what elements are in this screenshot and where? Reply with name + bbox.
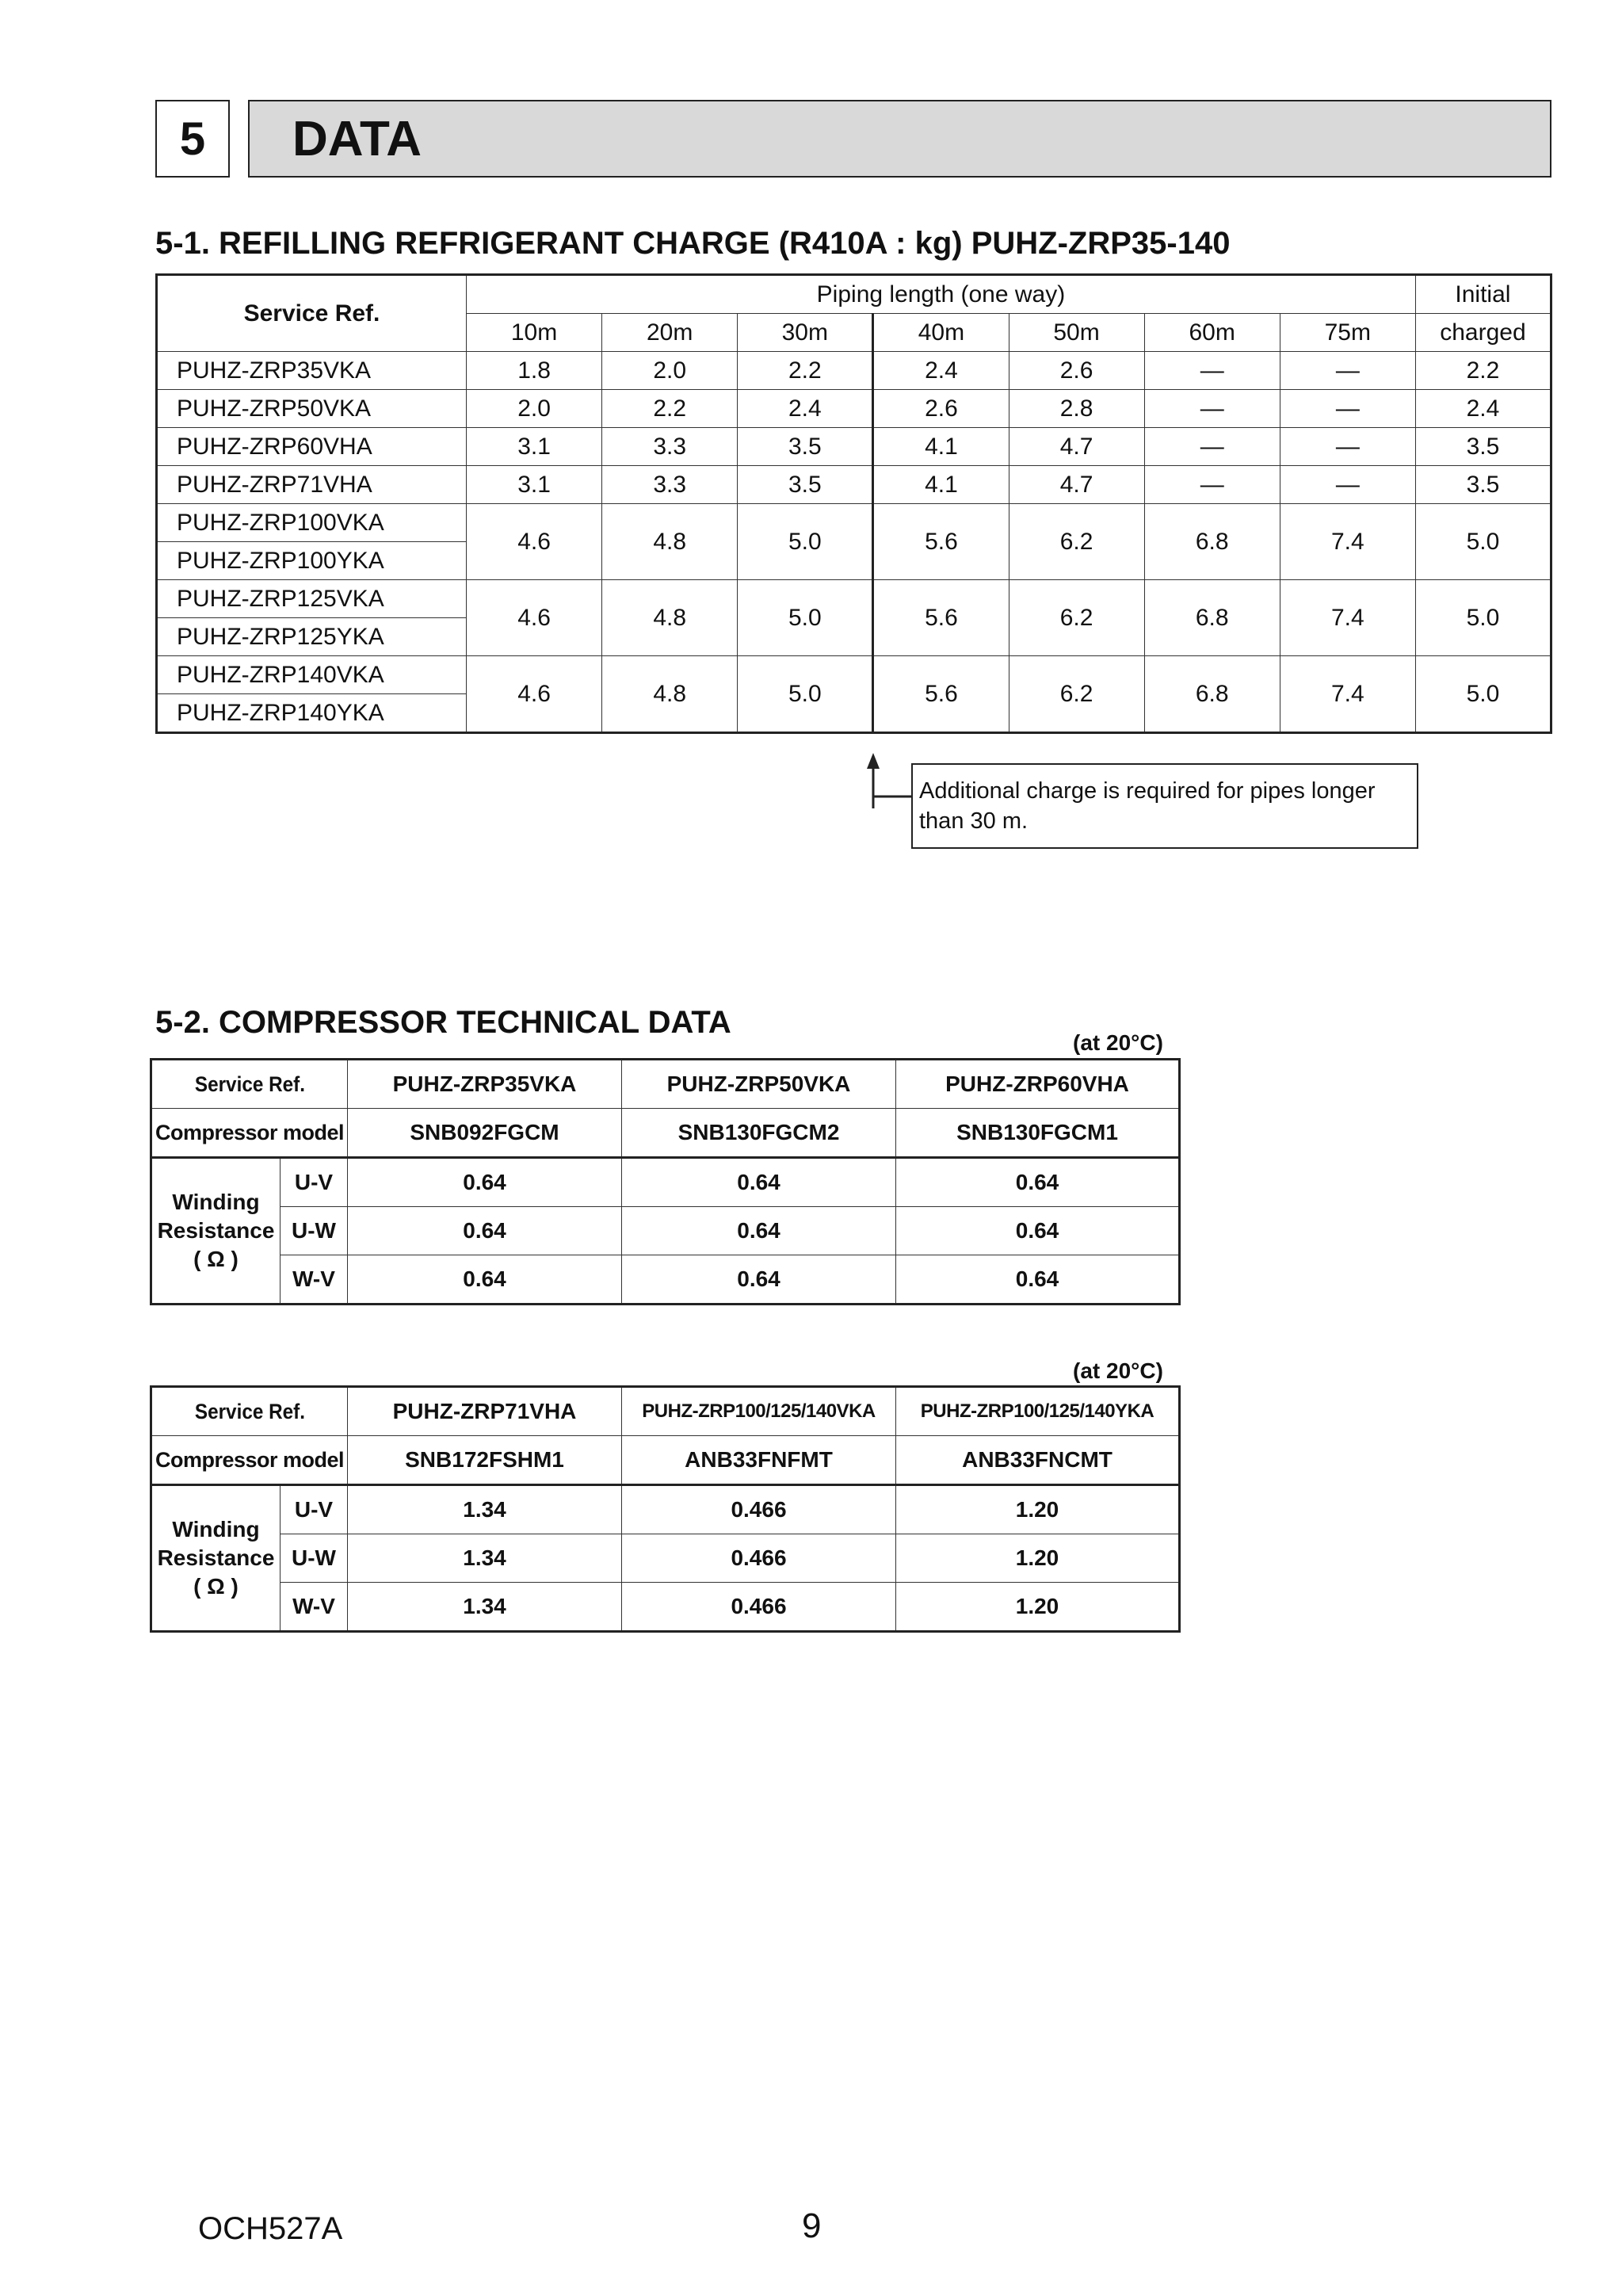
resistance-value-cell: 0.64: [622, 1158, 896, 1207]
charge-value-cell: 4.6: [467, 504, 602, 580]
compressor-model-label: Compressor model: [151, 1436, 348, 1485]
section2-title: 5-2. COMPRESSOR TECHNICAL DATA: [155, 1005, 731, 1040]
initial-header: Initial: [1415, 275, 1551, 314]
charge-value-cell: 6.8: [1144, 580, 1280, 656]
resistance-value-cell: 0.64: [348, 1255, 622, 1305]
service-ref-label: Service Ref.: [161, 1060, 338, 1109]
resistance-value-cell: 1.20: [896, 1485, 1180, 1534]
charge-value-cell: 5.0: [1415, 656, 1551, 733]
phase-label: U-W: [281, 1534, 348, 1583]
model-cell: PUHZ-ZRP71VHA: [348, 1387, 622, 1436]
compressor-model-cell: ANB33FNFMT: [622, 1436, 896, 1485]
charge-value-cell: 2.0: [467, 390, 602, 428]
document-code: OCH527A: [198, 2211, 343, 2246]
charge-value-cell: 3.3: [602, 466, 738, 504]
charge-value-cell: 4.8: [602, 656, 738, 733]
chapter-number: 5: [155, 100, 230, 178]
charge-value-cell: —: [1280, 390, 1415, 428]
charge-value-cell: 2.6: [1009, 352, 1144, 390]
winding-label-line: Resistance: [157, 1218, 275, 1243]
compressor-model-cell: SNB172FSHM1: [348, 1436, 622, 1485]
length-header: 75m: [1280, 314, 1415, 352]
charge-value-cell: 7.4: [1280, 504, 1415, 580]
charge-value-cell: 6.8: [1144, 504, 1280, 580]
charge-row: [157, 504, 1551, 542]
compressor-model-row: [151, 1109, 1180, 1158]
winding-label-line: ( Ω ): [193, 1574, 239, 1599]
charge-value-cell: 2.6: [873, 390, 1009, 428]
winding-row: [151, 1583, 1180, 1632]
section1-title: 5-1. REFILLING REFRIGERANT CHARGE (R410A : kg) PUHZ-ZRP35-140: [155, 226, 1231, 261]
length-header: 30m: [738, 314, 873, 352]
charge-value-cell: —: [1280, 428, 1415, 466]
charge-value-cell: 3.5: [1415, 466, 1551, 504]
length-header: 40m: [873, 314, 1009, 352]
charge-value-cell: 2.2: [1415, 352, 1551, 390]
charge-value-cell: 2.4: [873, 352, 1009, 390]
service-ref-header: Service Ref.: [157, 275, 467, 352]
charge-value-cell: 4.7: [1009, 466, 1144, 504]
charge-value-cell: —: [1280, 466, 1415, 504]
charge-row: [157, 656, 1551, 694]
charge-row: [157, 390, 1551, 428]
model-cell: PUHZ-ZRP35VKA: [348, 1060, 622, 1109]
charge-value-cell: 4.1: [873, 428, 1009, 466]
resistance-value-cell: 0.64: [896, 1207, 1180, 1255]
charge-value-cell: 5.0: [1415, 580, 1551, 656]
charged-header: charged: [1415, 314, 1551, 352]
resistance-value-cell: 1.34: [348, 1485, 622, 1534]
charge-value-cell: 5.6: [873, 580, 1009, 656]
charge-value-cell: 5.0: [1415, 504, 1551, 580]
chapter-title: DATA: [248, 100, 1551, 178]
charge-value-cell: 7.4: [1280, 580, 1415, 656]
charge-value-cell: 4.8: [602, 580, 738, 656]
resistance-value-cell: 0.64: [348, 1207, 622, 1255]
compressor-model-cell: SNB092FGCM: [348, 1109, 622, 1158]
service-ref-row: [151, 1060, 1180, 1109]
piping-length-header: Piping length (one way): [467, 275, 1416, 314]
service-ref-cell: PUHZ-ZRP125YKA: [157, 618, 467, 656]
charge-value-cell: 1.8: [467, 352, 602, 390]
phase-label: U-V: [281, 1158, 348, 1207]
service-ref-cell: PUHZ-ZRP60VHA: [157, 428, 467, 466]
charge-value-cell: 4.7: [1009, 428, 1144, 466]
resistance-value-cell: 0.64: [622, 1207, 896, 1255]
charge-value-cell: —: [1144, 466, 1280, 504]
compressor-model-cell: SNB130FGCM2: [622, 1109, 896, 1158]
length-header: 50m: [1009, 314, 1144, 352]
resistance-value-cell: 0.466: [622, 1583, 896, 1632]
charge-value-cell: 3.5: [738, 428, 873, 466]
compressor-model-label: Compressor model: [151, 1109, 348, 1158]
phase-label: U-V: [281, 1485, 348, 1534]
winding-row: [151, 1158, 1180, 1207]
charge-value-cell: 4.6: [467, 656, 602, 733]
charge-value-cell: —: [1144, 428, 1280, 466]
resistance-value-cell: 1.20: [896, 1534, 1180, 1583]
charge-value-cell: 3.3: [602, 428, 738, 466]
service-ref-cell: PUHZ-ZRP125VKA: [157, 580, 467, 618]
phase-label: W-V: [281, 1255, 348, 1305]
charge-value-cell: —: [1280, 352, 1415, 390]
compressor-table: [150, 1385, 1181, 1633]
model-cell: PUHZ-ZRP60VHA: [896, 1060, 1180, 1109]
resistance-value-cell: 0.64: [896, 1158, 1180, 1207]
charge-value-cell: —: [1144, 390, 1280, 428]
charge-value-cell: 5.6: [873, 504, 1009, 580]
resistance-value-cell: 0.466: [622, 1485, 896, 1534]
resistance-value-cell: 1.34: [348, 1534, 622, 1583]
winding-row: [151, 1255, 1180, 1305]
charge-value-cell: 5.0: [738, 656, 873, 733]
service-ref-cell: PUHZ-ZRP140YKA: [157, 694, 467, 733]
resistance-value-cell: 0.64: [896, 1255, 1180, 1305]
charge-row: [157, 580, 1551, 618]
charge-value-cell: 4.1: [873, 466, 1009, 504]
phase-label: W-V: [281, 1583, 348, 1632]
resistance-value-cell: 0.466: [622, 1534, 896, 1583]
compressor-table: [150, 1058, 1181, 1305]
length-header: 10m: [467, 314, 602, 352]
charge-value-cell: 2.8: [1009, 390, 1144, 428]
charge-value-cell: 6.2: [1009, 656, 1144, 733]
resistance-value-cell: 0.64: [348, 1158, 622, 1207]
page-number: 9: [802, 2206, 822, 2245]
compressor-model-cell: SNB130FGCM1: [896, 1109, 1180, 1158]
service-ref-cell: PUHZ-ZRP100VKA: [157, 504, 467, 542]
compressor-model-cell: ANB33FNCMT: [896, 1436, 1180, 1485]
charge-value-cell: 6.8: [1144, 656, 1280, 733]
winding-resistance-label: [151, 1158, 281, 1305]
charge-value-cell: 7.4: [1280, 656, 1415, 733]
compressor-table-2-wrap: [150, 1385, 1181, 1633]
model-cell: PUHZ-ZRP100/125/140YKA: [896, 1387, 1180, 1436]
temperature-note: (at 20°C): [1073, 1030, 1163, 1055]
charge-value-cell: 3.5: [1415, 428, 1551, 466]
additional-charge-note: [911, 763, 1418, 849]
note-line: than 30 m.: [919, 808, 1029, 834]
charge-value-cell: 2.4: [1415, 390, 1551, 428]
length-header: 60m: [1144, 314, 1280, 352]
model-cell: PUHZ-ZRP100/125/140VKA: [622, 1387, 896, 1436]
service-ref-row: [151, 1387, 1180, 1436]
charge-value-cell: 2.2: [738, 352, 873, 390]
charge-value-cell: 5.6: [873, 656, 1009, 733]
charge-value-cell: 3.5: [738, 466, 873, 504]
winding-resistance-label: [151, 1485, 281, 1632]
charge-value-cell: 2.2: [602, 390, 738, 428]
winding-label-line: Winding: [172, 1190, 260, 1214]
resistance-value-cell: 0.64: [622, 1255, 896, 1305]
temperature-note: (at 20°C): [1073, 1358, 1163, 1383]
compressor-table-1-wrap: [150, 1058, 1181, 1305]
service-ref-cell: PUHZ-ZRP100YKA: [157, 542, 467, 580]
charge-value-cell: 5.0: [738, 580, 873, 656]
resistance-value-cell: 1.20: [896, 1583, 1180, 1632]
note-arrow: [856, 753, 919, 808]
winding-label-line: ( Ω ): [193, 1247, 239, 1271]
winding-label-line: Winding: [172, 1517, 260, 1541]
charge-value-cell: 4.6: [467, 580, 602, 656]
charge-value-cell: 3.1: [467, 428, 602, 466]
charge-row: [157, 428, 1551, 466]
charge-row: [157, 352, 1551, 390]
charge-value-cell: 6.2: [1009, 580, 1144, 656]
charge-value-cell: 4.8: [602, 504, 738, 580]
winding-row: [151, 1485, 1180, 1534]
service-ref-cell: PUHZ-ZRP50VKA: [157, 390, 467, 428]
winding-row: [151, 1207, 1180, 1255]
charge-value-cell: 6.2: [1009, 504, 1144, 580]
charge-row: [157, 466, 1551, 504]
charge-value-cell: —: [1144, 352, 1280, 390]
charge-value-cell: 5.0: [738, 504, 873, 580]
model-cell: PUHZ-ZRP50VKA: [622, 1060, 896, 1109]
charge-value-cell: 3.1: [467, 466, 602, 504]
service-ref-cell: PUHZ-ZRP71VHA: [157, 466, 467, 504]
note-line: Additional charge is required for pipes longer: [919, 778, 1376, 804]
charge-value-cell: 2.0: [602, 352, 738, 390]
winding-row: [151, 1534, 1180, 1583]
resistance-value-cell: 1.34: [348, 1583, 622, 1632]
service-ref-label: Service Ref.: [161, 1387, 338, 1436]
phase-label: U-W: [281, 1207, 348, 1255]
length-header: 20m: [602, 314, 738, 352]
service-ref-cell: PUHZ-ZRP35VKA: [157, 352, 467, 390]
charge-value-cell: 2.4: [738, 390, 873, 428]
winding-label-line: Resistance: [157, 1545, 275, 1570]
compressor-model-row: [151, 1436, 1180, 1485]
refrigerant-charge-table: [155, 273, 1552, 734]
service-ref-cell: PUHZ-ZRP140VKA: [157, 656, 467, 694]
